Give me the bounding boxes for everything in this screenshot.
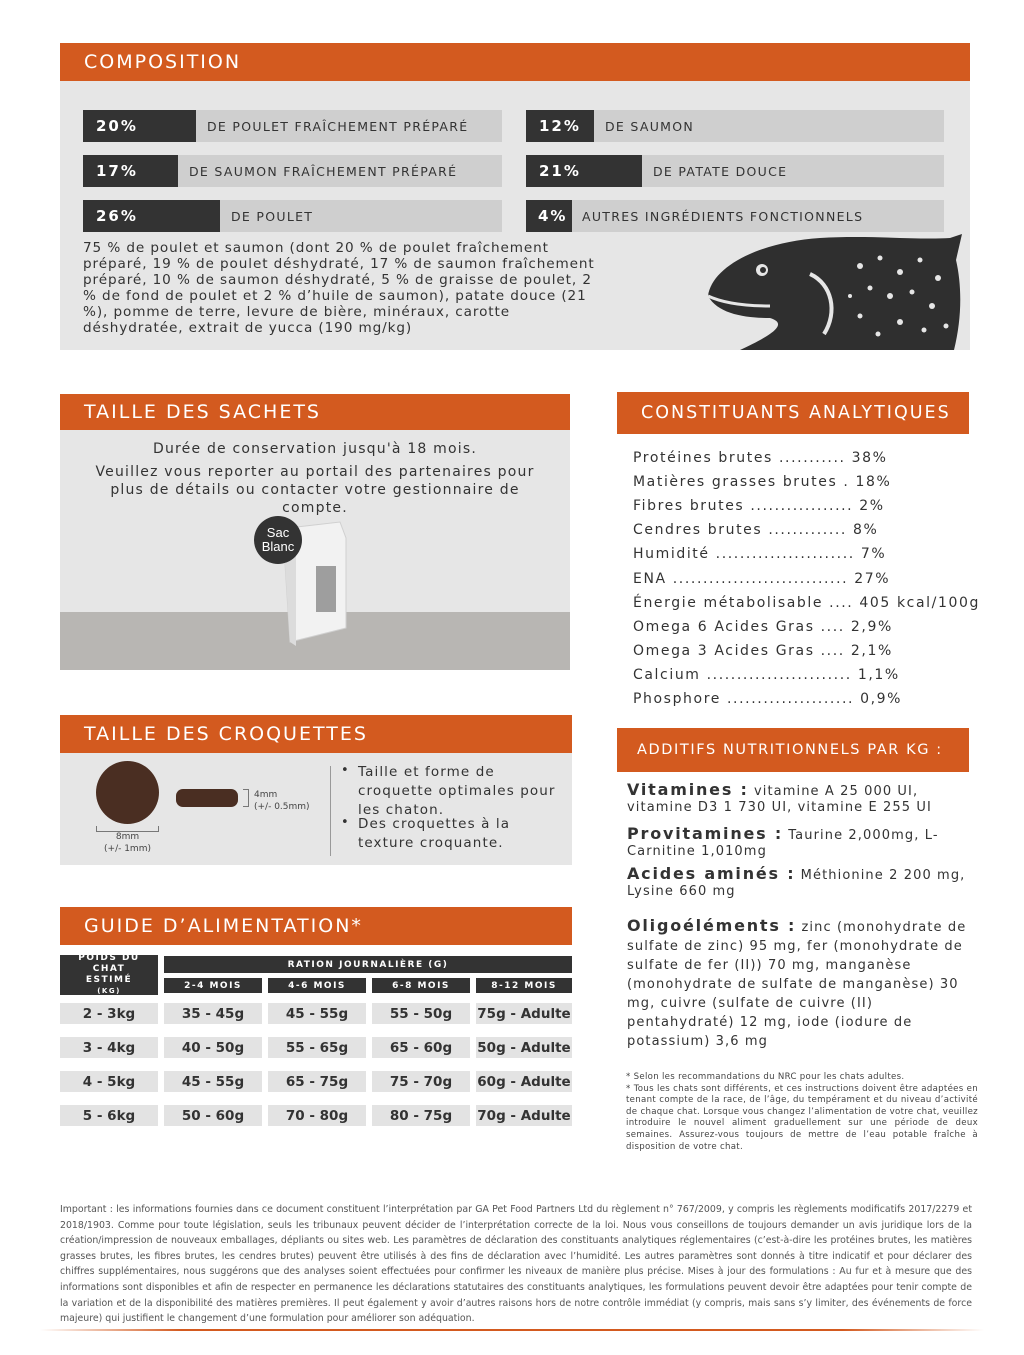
ration-cell: 60g - Adulte <box>476 1071 572 1092</box>
ration-cell: 35 - 45g <box>164 1003 262 1024</box>
composition-pct: 12% <box>526 110 594 142</box>
croquettes-header <box>60 715 572 753</box>
salmon-head-icon <box>700 226 970 350</box>
additive-head: Oligoéléments : <box>627 916 797 935</box>
analytic-row: Cendres brutes ............. 8% <box>633 522 879 539</box>
weight-header-unit: (KG) <box>97 987 121 995</box>
age-col-header: 6-8 MOIS <box>372 978 470 993</box>
additives-title: ADDITIFS NUTRITIONNELS PAR KG : <box>637 742 943 758</box>
analytic-row: Phosphore ..................... 0,9% <box>633 690 903 707</box>
bag-label-line2: Blanc <box>261 539 295 554</box>
composition-item <box>83 155 502 187</box>
additive-text: Taurine 2,000mg, L-Carnitine 1,010mg <box>627 828 939 859</box>
composition-header <box>60 43 970 81</box>
ration-cell: 65 - 75g <box>268 1071 366 1092</box>
analytic-row: Énergie métabolisable .... 405 kcal/100g <box>633 594 980 611</box>
sachets-info: Veuillez vous reporter au portail des partenaires pour plus de détails ou contacter votre gestionnaire de compte. <box>95 464 535 516</box>
kibble-diameter: 8mm <box>115 832 140 842</box>
ration-cell: 55 - 50g <box>372 1003 470 1024</box>
ration-cell: 45 - 55g <box>268 1003 366 1024</box>
croquettes-title: TAILLE DES CROQUETTES <box>84 723 368 745</box>
analytic-row: Humidité ....................... 7% <box>633 546 887 563</box>
analytic-row: Omega 3 Acides Gras .... 2,1% <box>633 642 893 659</box>
sachets-header <box>60 394 570 430</box>
kibble-thickness-tolerance: (+/- 0.5mm) <box>254 802 310 812</box>
ration-cell: 50g - Adulte <box>476 1037 572 1058</box>
weight-cell: 3 - 4kg <box>60 1037 158 1058</box>
composition-label: AUTRES INGRÉDIENTS FONCTIONNELS <box>582 208 864 224</box>
weight-cell: 4 - 5kg <box>60 1071 158 1092</box>
composition-item <box>83 110 502 142</box>
guide-title: GUIDE D’ALIMENTATION* <box>84 915 363 937</box>
composition-pct: 4% <box>526 200 572 232</box>
additive-provitamins <box>627 826 972 860</box>
sachets-title: TAILLE DES SACHETS <box>84 401 321 423</box>
ration-cell: 80 - 75g <box>372 1105 470 1126</box>
additive-text: Méthionine 2 200 mg, Lysine 660 mg <box>627 868 966 899</box>
additive-text: zinc (monohydrate de sulfate de zinc) 95 mg, fer (monohydrate de sulfate de fer (II)) 70 mg, manganèse (monohydrate de sulfate de manganèse) 30 mg, cuivre (sulfate de cuivre (II) pentahydraté) 12 mg, iode (iodure de potassium) 3,6 mg <box>627 920 967 1049</box>
croquettes-bullet-dot: • <box>341 763 349 778</box>
analytic-header <box>617 392 969 434</box>
ration-cell: 70g - Adulte <box>476 1105 572 1126</box>
analytic-row: Fibres brutes ................. 2% <box>633 498 885 515</box>
analytic-title: CONSTITUANTS ANALYTIQUES <box>641 403 951 423</box>
composition-item <box>526 110 944 142</box>
kibble-diameter-tolerance: (+/- 1mm) <box>104 844 151 854</box>
composition-item <box>83 200 502 232</box>
composition-pct: 26% <box>83 200 220 232</box>
age-col-header: 8-12 MOIS <box>476 978 572 993</box>
analytic-row: Matières grasses brutes . 18% <box>633 474 892 491</box>
footnotes <box>626 1072 978 1153</box>
weight-header-label: POIDS DU CHAT ESTIMÉ <box>78 953 140 985</box>
bag-label-badge <box>254 516 302 564</box>
analytic-row: ENA ............................. 27% <box>633 570 891 587</box>
analytic-row: Protéines brutes ........... 38% <box>633 450 888 467</box>
ration-cell: 45 - 55g <box>164 1071 262 1092</box>
ration-cell: 75g - Adulte <box>476 1003 572 1024</box>
croquettes-bullet: Taille et forme de croquette optimales pour les chaton. <box>358 764 556 818</box>
additive-head: Provitamines : <box>627 824 784 843</box>
kibble-side-icon <box>176 789 238 807</box>
weight-header <box>60 955 158 995</box>
legal-disclaimer: Important : les informations fournies dans ce document constituent l’interprétation par GA Pet Food Partners Ltd du règlement n° 767/2009, y compris les règlements modificatifs 2017/2279 et 2018/1903. Comme pour toute législation, seuls les tribunaux peuvent décider de l’interprétation correcte de la loi. Nous vous conseillons de toujours demander un avis juridique lors de la création/impression de nouveaux emballages, dépliants ou sites web. Les paramètres de déclaration des constituants analytiques réglementaires (c’est-à-dire les protéines brutes, les matières grasses brutes, les fibres brutes, les cendres brutes) peuvent être utilisés à des fins de déclaration avec l’humidité. Les autres paramètres sont donnés à titre indicatif et pour déclarer des chiffres supplémentaires, nous suggérons que des analyses soient effectuées pour confirmer les niveaux de manière plus précise. Mises à jour des formulations : Au fur et à mesure que des informations sont disponibles et afin de respecter en permanence les déclarations statutaires des constituants analytiques, les formulations peuvent devoir être adaptées pour tenir compte de la variation et de la disponibilité des matières premières. Il peut également y avoir d’autres raisons hors de notre contrôle immédiat (y compris, mais sans s’y limiter, des événements de force majeure) qui justifient le changement d’une formulation pour améliorer son adéquation. <box>60 1204 972 1325</box>
composition-pct: 17% <box>83 155 178 187</box>
additives-header <box>617 728 969 772</box>
composition-title: COMPOSITION <box>84 51 242 73</box>
ration-cell: 75 - 70g <box>372 1071 470 1092</box>
additive-head: Acides aminés : <box>627 864 796 883</box>
guide-header <box>60 907 572 945</box>
composition-pct: 20% <box>83 110 196 142</box>
sachets-shelf-life: Durée de conservation jusqu'à 18 mois. <box>152 441 478 457</box>
additive-head: Vitamines : <box>627 780 749 799</box>
ration-cell: 40 - 50g <box>164 1037 262 1058</box>
composition-label: DE SAUMON <box>605 118 695 134</box>
analytic-row: Calcium ........................ 1,1% <box>633 666 900 683</box>
croquettes-bullet-dot: • <box>341 815 349 830</box>
composition-label: DE PATATE DOUCE <box>653 163 788 179</box>
additive-text: vitamine A 25 000 UI, vitamine D3 1 730 UI, vitamine E 255 UI <box>627 784 932 815</box>
composition-description: 75 % de poulet et saumon (dont 20 % de poulet fraîchement préparé, 19 % de poulet déshydraté, 17 % de saumon fraîchement préparé, 10 % de saumon déshydraté, 5 % de graisse de poulet, 2 % de fond de poulet et 2 % d’huile de saumon), patate douce (21 %), pomme de terre, levure de bière, minéraux, carotte déshydratée, extrait de yucca (190 mg/kg) <box>83 240 595 336</box>
kibble-thickness: 4mm <box>254 790 278 800</box>
composition-label: DE POULET <box>231 208 314 224</box>
kibble-thickness-line <box>243 789 249 807</box>
composition-label: DE SAUMON FRAÎCHEMENT PRÉPARÉ <box>189 163 458 179</box>
ration-cell: 70 - 80g <box>268 1105 366 1126</box>
analytic-row: Omega 6 Acides Gras .... 2,9% <box>633 618 893 635</box>
ration-header: RATION JOURNALIÈRE (G) <box>164 956 572 973</box>
bottom-divider <box>40 1329 984 1331</box>
age-col-header: 4-6 MOIS <box>268 978 366 993</box>
ration-cell: 65 - 60g <box>372 1037 470 1058</box>
kibble-round-icon <box>96 761 159 824</box>
additive-vitamins <box>627 782 972 816</box>
composition-item <box>526 155 944 187</box>
additive-amino-acids <box>627 866 972 900</box>
age-col-header: 2-4 MOIS <box>164 978 262 993</box>
footnote-feeding: * Tous les chats sont différents, et ces instructions doivent être adaptées en tenant compte de la race, de l’âge, du tempérament et du niveau d’activité de chaque chat. Lorsque vous changez l’alimentation de votre chat, veuillez introduire le nouvel aliment graduellement sur une période de deux semaines. Assurez-vous toujours de mettre de l’eau potable fraîche à disposition de votre chat. <box>626 1083 978 1152</box>
composition-label: DE POULET FRAÎCHEMENT PRÉPARÉ <box>207 118 469 134</box>
weight-cell: 5 - 6kg <box>60 1105 158 1126</box>
croquettes-bullet: Des croquettes à la texture croquante. <box>358 816 511 851</box>
ration-cell: 55 - 65g <box>268 1037 366 1058</box>
ration-cell: 50 - 60g <box>164 1105 262 1126</box>
additive-trace-elements <box>627 916 972 1051</box>
croquettes-divider <box>330 766 331 856</box>
analytic-list <box>633 446 1003 711</box>
bag-label-line1: Sac <box>266 525 290 540</box>
composition-pct: 21% <box>526 155 642 187</box>
weight-cell: 2 - 3kg <box>60 1003 158 1024</box>
footnote-nrc: * Selon les recommandations du NRC pour les chats adultes. <box>626 1072 905 1082</box>
